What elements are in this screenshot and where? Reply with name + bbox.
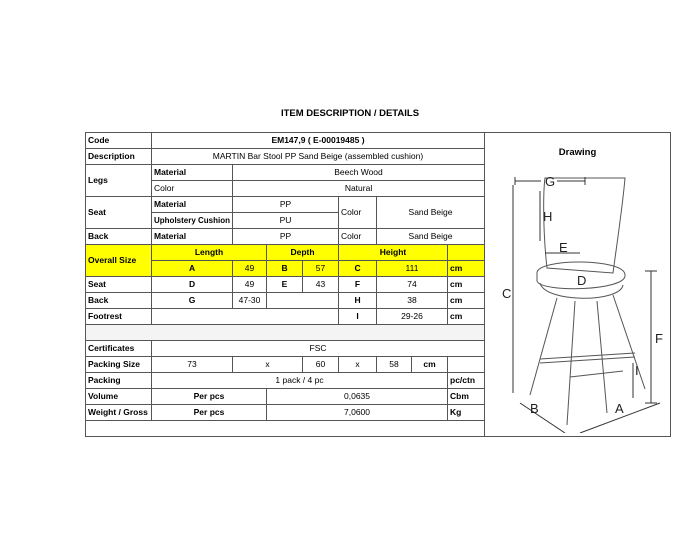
- legs-color-label: Color: [152, 181, 233, 197]
- code-label: Code: [86, 133, 152, 149]
- packing-unit: pc/ctn: [448, 373, 485, 389]
- description-value: MARTIN Bar Stool PP Sand Beige (assembled cushion): [152, 149, 485, 165]
- seat-upholstery-label: Upholstery Cushion: [152, 213, 233, 229]
- seat-label: Seat: [86, 197, 152, 229]
- stool-footrest: [540, 353, 635, 377]
- label-i: I: [635, 363, 639, 378]
- spacer-cell: [86, 325, 485, 341]
- packing-width: 60: [303, 357, 339, 373]
- back-color-value: Sand Beige: [377, 229, 485, 245]
- dim-d-value: 49: [233, 277, 267, 293]
- dim-d-letter: D: [152, 277, 233, 293]
- packing-x2: x: [339, 357, 377, 373]
- dim-f-letter: F: [339, 277, 377, 293]
- legs-color-value: Natural: [233, 181, 485, 197]
- dim-a-value: 49: [233, 261, 267, 277]
- volume-label: Volume: [86, 389, 152, 405]
- label-b: B: [530, 401, 539, 416]
- label-f: F: [655, 331, 663, 346]
- stool-leg: [597, 301, 607, 413]
- code-row: [86, 133, 671, 149]
- back-dims-label: Back: [86, 293, 152, 309]
- packing-size-label: Packing Size: [86, 357, 152, 373]
- legs-material-label: Material: [152, 165, 233, 181]
- height-header: Height: [339, 245, 448, 261]
- label-c: C: [502, 286, 512, 301]
- back-label: Back: [86, 229, 152, 245]
- label-a: A: [615, 401, 624, 416]
- legs-material-value: Beech Wood: [233, 165, 485, 181]
- depth-header: Depth: [267, 245, 339, 261]
- dim-h-value: 38: [377, 293, 448, 309]
- weight-per: Per pcs: [152, 405, 267, 421]
- label-e: E: [559, 240, 568, 255]
- stool-drawing: [485, 163, 670, 433]
- drawing-title: Drawing: [558, 147, 597, 158]
- volume-per: Per pcs: [152, 389, 267, 405]
- dim-i-letter: I: [339, 309, 377, 325]
- dim-b-value: 57: [303, 261, 339, 277]
- weight-label: Weight / Gross: [86, 405, 152, 421]
- weight-value: 7,0600: [267, 405, 448, 421]
- dim-i-value: 29-26: [377, 309, 448, 325]
- dim-c-letter: C: [339, 261, 377, 277]
- spec-table: [85, 132, 671, 437]
- footrest-label: Footrest: [86, 309, 152, 325]
- volume-unit: Cbm: [448, 389, 485, 405]
- volume-value: 0,0635: [267, 389, 448, 405]
- seat-upholstery-value: PU: [233, 213, 339, 229]
- seat-color-value: Sand Beige: [377, 197, 485, 229]
- overall-unit: cm: [448, 261, 485, 277]
- dim-a-letter: A: [152, 261, 233, 277]
- legs-label: Legs: [86, 165, 152, 197]
- overall-size-label: Overall Size: [86, 245, 152, 277]
- label-d: D: [577, 273, 587, 288]
- packing-length: 73: [152, 357, 233, 373]
- seat-color-label: Color: [339, 197, 377, 229]
- dim-e-value: 43: [303, 277, 339, 293]
- dim-e-letter: E: [267, 277, 303, 293]
- dim-b-letter: B: [267, 261, 303, 277]
- dim-h-letter: H: [339, 293, 377, 309]
- weight-unit: Kg: [448, 405, 485, 421]
- dim-g-letter: G: [152, 293, 233, 309]
- document-title: ITEM DESCRIPTION / DETAILS: [280, 108, 420, 119]
- packing-value: 1 pack / 4 pc: [152, 373, 448, 389]
- dim-g-value: 47-30: [233, 293, 267, 309]
- label-g: G: [545, 174, 556, 189]
- packing-label: Packing: [86, 373, 152, 389]
- seat-dims-unit: cm: [448, 277, 485, 293]
- dim-f-value: 74: [377, 277, 448, 293]
- description-label: Description: [86, 149, 152, 165]
- stool-leg: [613, 295, 645, 389]
- seat-material-value: PP: [233, 197, 339, 213]
- seat-material-label: Material: [152, 197, 233, 213]
- back-dims-unit: cm: [448, 293, 485, 309]
- label-h: H: [543, 209, 553, 224]
- back-material-value: PP: [233, 229, 339, 245]
- drawing-cell: [485, 133, 671, 437]
- certificates-value: FSC: [152, 341, 485, 357]
- length-header: Length: [152, 245, 267, 261]
- seat-dims-label: Seat: [86, 277, 152, 293]
- packing-x1: x: [233, 357, 303, 373]
- stool-backrest: [544, 178, 625, 273]
- code-value: EM147,9 ( E-00019485 ): [152, 133, 485, 149]
- packing-height: 58: [377, 357, 412, 373]
- back-material-label: Material: [152, 229, 233, 245]
- footrest-unit: cm: [448, 309, 485, 325]
- certificates-label: Certificates: [86, 341, 152, 357]
- packing-size-unit: cm: [412, 357, 448, 373]
- stool-leg: [567, 301, 575, 425]
- back-color-label: Color: [339, 229, 377, 245]
- stool-leg: [530, 298, 557, 395]
- dim-c-value: 111: [377, 261, 448, 277]
